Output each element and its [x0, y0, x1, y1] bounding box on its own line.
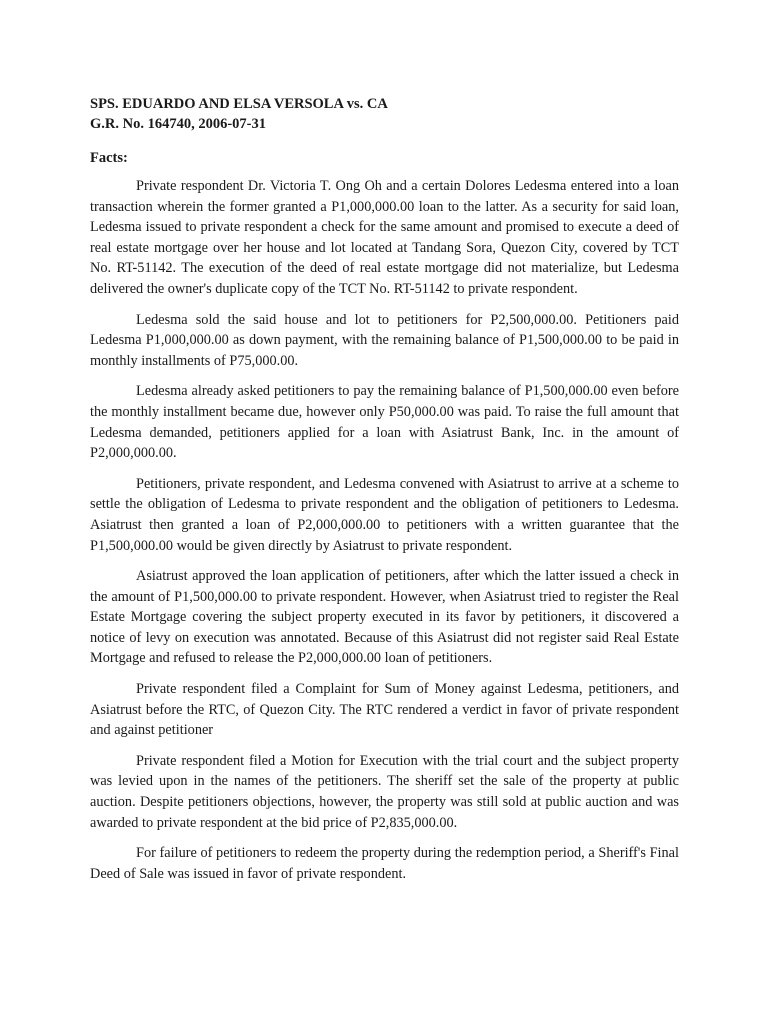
- paragraph-sale-to-petitioners: Ledesma sold the said house and lot to petitioners for P2,500,000.00. Petitioners paid Ledesma P1,000,000.00 as down payment, with the remaining balance of P1,500,000.00 to be paid in monthly installments of P75,000.00.: [90, 311, 679, 369]
- facts-heading: Facts:: [90, 150, 128, 166]
- paragraph-loan-approval: Asiatrust approved the loan application of petitioners, after which the latter issued a check in the amount of P1,500,000.00 to private respondent. However, when Asiatrust tried to register the Real Estate Mortgage covering the subject property executed in its favor by petitioners, it discovered a notice of levy on execution was annotated. Because of this Asiatrust did not register said Real Estate Mortgage and refused to release the P2,000,000.00 loan of petitioners.: [90, 568, 679, 667]
- paragraph-balance-demand: Ledesma already asked petitioners to pay the remaining balance of P1,500,000.00 even before the monthly installment became due, however only P50,000.00 was paid. To raise the full amount that Ledesma demanded, petitioners applied for a loan with Asiatrust Bank, Inc. in the amount of P2,000,000.00.: [90, 383, 679, 462]
- paragraph-asiatrust-scheme: Petitioners, private respondent, and Ledesma convened with Asiatrust to arrive at a scheme to settle the obligation of Ledesma to private respondent and the obligation of petitioners to Ledesma. Asiatrust then granted a loan of P2,000,000.00 to petitioners with a written guarantee that the P1,500,000.00 would be given directly by Asiatrust to private respondent.: [90, 475, 679, 554]
- paragraph-complaint: Private respondent filed a Complaint for Sum of Money against Ledesma, petitioners, and Asiatrust before the RTC, of Quezon City. The RTC rendered a verdict in favor of private respondent and against petitioner: [90, 681, 679, 739]
- paragraph-execution: Private respondent filed a Motion for Execution with the trial court and the subject property was levied upon in the names of the petitioners. The sheriff set the sale of the property at public auction. Despite petitioners objections, however, the property was still sold at public auction and was awarded to private respondent at the bid price of P2,835,000.00.: [90, 752, 679, 831]
- paragraph-final-deed: For failure of petitioners to redeem the property during the redemption period, a Sheriff's Final Deed of Sale was issued in favor of private respondent.: [90, 845, 679, 882]
- paragraph-loan-transaction: Private respondent Dr. Victoria T. Ong Oh and a certain Dolores Ledesma entered into a loan transaction wherein the former granted a P1,000,000.00 loan to the latter. As a security for said loan, Ledesma issued to private respondent a check for the same amount and promised to execute a deed of real estate mortgage over her house and lot located at Tandang Sora, Quezon City, covered by TCT No. RT-51142. The execution of the deed of real estate mortgage did not materialize, but Ledesma delivered the owner's duplicate copy of the TCT No. RT-51142 to private respondent.: [90, 178, 679, 297]
- case-title: SPS. EDUARDO AND ELSA VERSOLA vs. CA: [90, 96, 388, 112]
- case-number: G.R. No. 164740, 2006-07-31: [90, 116, 267, 132]
